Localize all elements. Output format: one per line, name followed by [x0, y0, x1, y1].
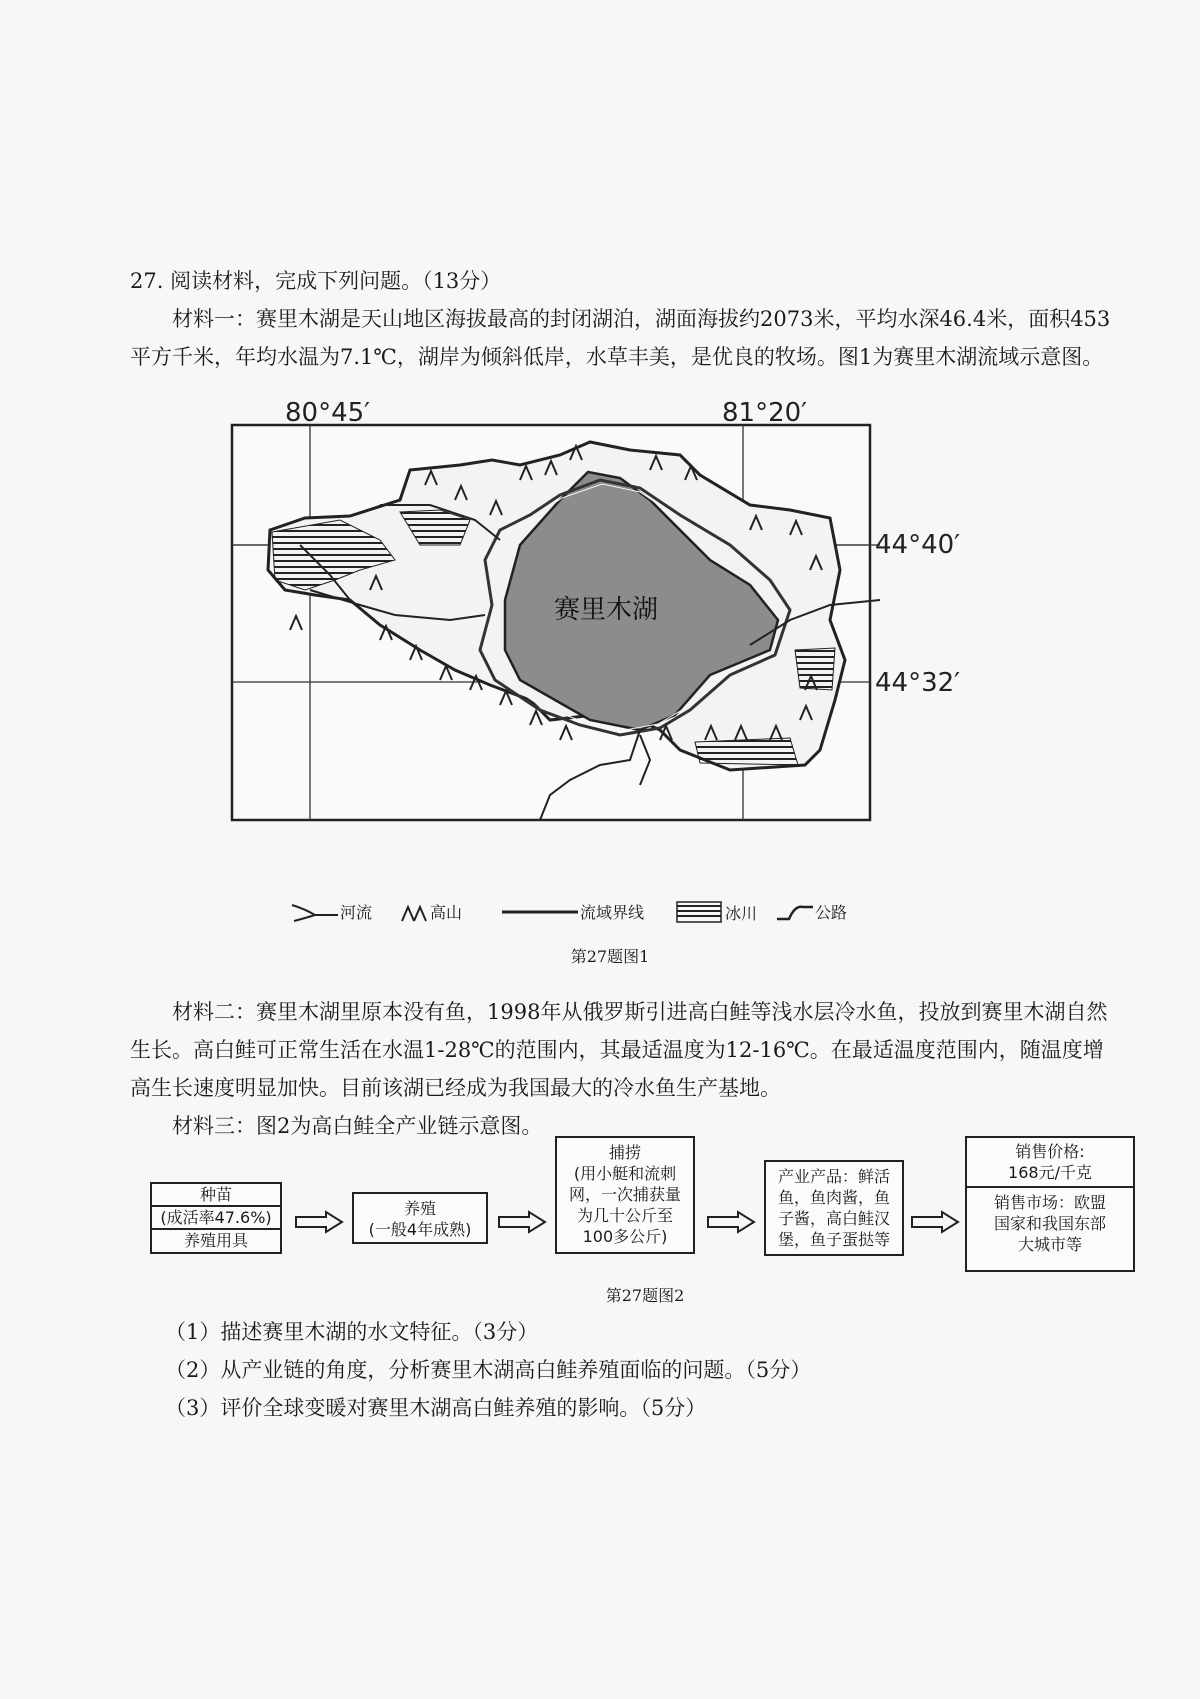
- arrow-right-icon: [294, 1210, 346, 1234]
- legend-road-label: 公路: [815, 903, 848, 922]
- sub-question-1: （1）描述赛里木湖的水文特征。（3分）: [165, 1320, 539, 1344]
- products-line: 子酱，高白鲑汉: [777, 1209, 890, 1228]
- legend-river: [290, 900, 372, 923]
- arrow-right-icon: [910, 1210, 962, 1234]
- fishing-line: 捕捞: [608, 1143, 641, 1162]
- farming-maturity: (一般4年成熟): [368, 1220, 472, 1239]
- latitude-label-top: 44°40′: [875, 530, 961, 560]
- seedling-tools: 养殖用具: [183, 1231, 248, 1250]
- chain-box-seedling: [150, 1182, 282, 1254]
- seedling-title: 种苗: [152, 1184, 280, 1207]
- road-icon: [775, 901, 815, 923]
- farming-title: 养殖: [403, 1199, 436, 1218]
- sales-market-line: 大城市等: [1017, 1235, 1082, 1254]
- legend-glacier: [675, 900, 757, 924]
- chain-box-fishing: [555, 1136, 695, 1254]
- sales-price: [967, 1138, 1133, 1188]
- sales-market-line: 国家和我国东部: [993, 1214, 1106, 1233]
- chain-box-products: [764, 1160, 904, 1256]
- seedling-survival-rate: (成活率47.6%): [152, 1207, 280, 1230]
- river-icon: [290, 901, 340, 923]
- legend-glacier-label: 冰川: [725, 903, 758, 923]
- sales-price-line: 销售价格:: [1015, 1142, 1085, 1161]
- material-three-text: 材料三：图2为高白鲑全产业链示意图。: [172, 1114, 543, 1138]
- products-line: 堡，鱼子蛋挞等: [777, 1230, 890, 1249]
- material-one-text: 材料一：赛里木湖是天山地区海拔最高的封闭湖泊，湖面海拔约2073米，平均水深46.4米，面积453平方千米，年均水温为7.1℃，湖岸为倾斜低岸，水草丰美，是优良的牧场。图1为赛里木湖流域示意图。: [130, 307, 1111, 369]
- chain-box-farming: [352, 1192, 488, 1244]
- legend-boundary-label: 流域界线: [580, 903, 645, 922]
- sales-market: [967, 1188, 1133, 1259]
- figure-2-caption: 第27题图2: [605, 1286, 685, 1305]
- map-svg: [230, 420, 950, 900]
- question-heading: 27. 阅读材料，完成下列问题。（13分）: [130, 269, 502, 293]
- fishing-line: 网，一次捕获量: [568, 1185, 681, 1204]
- lake-label: 赛里木湖: [553, 594, 659, 624]
- sales-market-line: 销售市场：欧盟: [993, 1193, 1106, 1212]
- arrow-right-icon: [497, 1210, 549, 1234]
- chain-box-sales: [965, 1136, 1135, 1272]
- legend-basin-boundary: [500, 900, 644, 923]
- legend-mountain: [400, 900, 462, 923]
- fishing-line: 100多公斤): [582, 1227, 668, 1246]
- map-legend: [290, 900, 930, 930]
- sales-price-line: 168元/千克: [1008, 1163, 1092, 1182]
- latitude-label-bottom: 44°32′: [875, 668, 961, 698]
- mountain-icon: [400, 901, 430, 923]
- saimu-lake-basin-map: [230, 398, 961, 900]
- legend-river-label: 河流: [340, 903, 373, 922]
- products-line: 鱼，鱼肉酱，鱼: [777, 1188, 890, 1207]
- sub-question-3: （3）评价全球变暖对赛里木湖高白鲑养殖的影响。（5分）: [165, 1396, 707, 1420]
- boundary-line-icon: [500, 901, 580, 923]
- glacier-patch: [695, 738, 798, 765]
- legend-road: [775, 900, 847, 923]
- arrow-right-icon: [706, 1210, 758, 1234]
- material-two-text: 材料二：赛里木湖里原本没有鱼，1998年从俄罗斯引进高白鲑等浅水层冷水鱼，投放到赛里木湖自然生长。高白鲑可正常生活在水温1-28℃的范围内，其最适温度为12-16℃。在最适温度范围内，随温度增高生长速度明显加快。目前该湖已经成为我国最大的冷水鱼生产基地。: [130, 1000, 1108, 1100]
- products-line: 产业产品：鲜活: [777, 1167, 890, 1186]
- glacier-icon: [675, 900, 725, 924]
- fishing-line: (用小艇和流刺: [573, 1164, 677, 1183]
- sub-question-2: （2）从产业链的角度，分析赛里木湖高白鲑养殖面临的问题。（5分）: [165, 1358, 812, 1382]
- longitude-label-right: 81°20′: [722, 398, 808, 428]
- legend-mountain-label: 高山: [430, 903, 463, 922]
- longitude-label-left: 80°45′: [285, 398, 371, 428]
- figure-1-caption: 第27题图1: [570, 947, 650, 966]
- fishing-line: 为几十公斤至: [576, 1206, 673, 1225]
